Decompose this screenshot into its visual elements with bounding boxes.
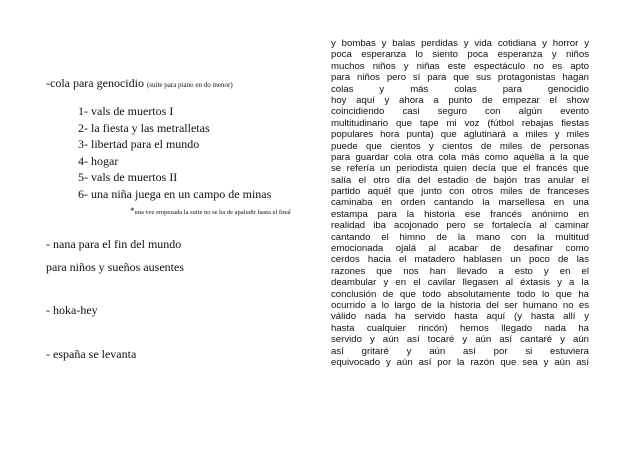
poem-line: populares hora punta) que aglutinará a miles y miles [331,129,589,141]
poem-line: se refería un periodista quien decía que el francés que [331,163,589,175]
poem-line: hasta cualquier rincón) hemos llegado nada ha [331,322,589,334]
poem-line: para guardar cola otra cola más como aquélla a la que [331,151,589,163]
suite-footnote [130,207,316,217]
track-list [78,103,316,202]
poem-line: y bombas y balas perdidas y vida cotidiana y horror y [331,38,589,49]
poem-line: razones que nos han llevado a esto y en el [331,265,589,277]
poem-line: hoy aquí y ahora a punto de empezar el show [331,94,589,106]
poem-line: realidad iba acojonado pero se fortalecía al caminar [331,220,589,232]
poem-line: poca esperanza lo siento poca esperanza y niños [331,49,589,61]
poem-line: puede que cientos y cientos de miles de personas [331,140,589,152]
suite-block [46,76,316,217]
track-item: 4- hogar [78,153,119,168]
poem-line: así gritaré y aún así por si estuviera [331,345,589,357]
poem-line: partido aquél que junto con otros miles de franceses [331,186,589,198]
track-item: 6- una niña juega en un campo de minas [78,186,272,201]
suite-title: -cola para genocidio [46,76,144,90]
poem-line: coincidiendo casi seguro con algún evento [331,106,589,118]
poem-line: caminaba en orden cantando la marsellesa en una [331,197,589,209]
title-nana: - nana para el fin del mundo [46,237,182,251]
footnote-text: una vez empezada la suite no se ha de apaludir hasta el final [134,209,291,216]
poem-line: equivocado y aún así por la razón que sea y aún así [331,356,589,368]
poem-line: cerdos hacia el matadero hablasen un poco de las [331,254,589,266]
track-item: 1- vals de muertos I [78,104,174,118]
track-item: 5- vals de muertos II [78,170,178,184]
poem-line: muchos niños y niñas este espectáculo no es apto [331,60,589,72]
suite-title-line [46,76,316,92]
poem-line: colas y más colas para genocidio [331,83,589,95]
poem-line: conclusión de que todo absolutamente todo lo que ha [331,288,589,300]
title-espana: - españa se levanta [46,347,137,361]
poem-line: servido y aún así tocaré y aún así cantaré y aún [331,334,589,346]
title-hoka-hey: - hoka-hey [46,303,98,317]
poem-line: válido nada ha servido hasta aquí (y hasta allí y [331,311,589,323]
poem-text [331,38,589,368]
poem-line: multitudinario que tape mi voz (fútbol rebajas fiestas [331,117,589,129]
poem-line: emocionada ojalá al acabar de desafinar como [331,243,589,255]
poem-line: cantando el himno de la mano con la multitud [331,231,589,243]
suite-subtitle: (suite para piano en do menor) [146,81,233,89]
poem-line: estampa para la historia ese francés anónimo en [331,208,589,220]
track-item: 2- la fiesta y las metralletas [78,120,210,135]
poem-line: deambular y en el cavilar llegasen al éxtasis y a la [331,277,589,289]
title-ninos-suenos: para niños y sueños ausentes [46,260,184,274]
poem-line: para niños pero sí para que sus protagonistas hagan [331,72,589,84]
poem-line: ocurrido a lo largo de la historia del ser humano no es [331,299,589,311]
track-item: 3- libertad para el mundo [78,137,200,151]
poem-line: salía el otro día del estadio de bajón tras anular el [331,174,589,186]
footnote-star: * [130,206,135,216]
